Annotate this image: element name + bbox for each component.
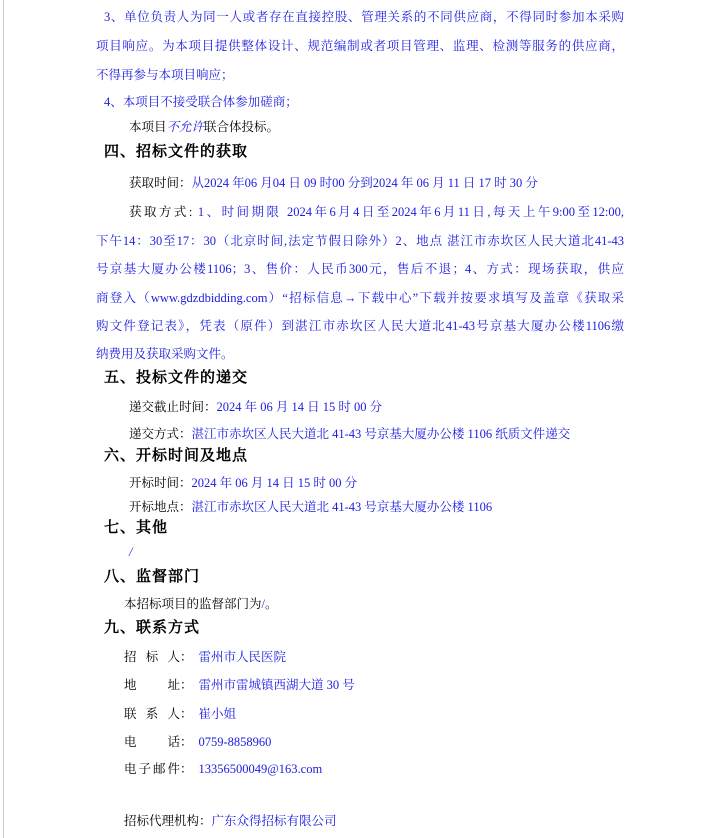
contact-colon: ：	[180, 678, 193, 692]
supervision-suffix: 。	[265, 597, 278, 611]
agency-value: 广东众得招标有限公司	[211, 814, 337, 828]
open-time-line	[129, 473, 624, 493]
clause-3-line-2: 项目响应。为本项目提供整体设计、规范编制或者项目管理、监理、检测等服务的供应商，	[96, 39, 624, 53]
contact-value: 13356500049@163.com	[198, 762, 323, 776]
contact-label: 电话	[124, 735, 180, 749]
contact-row-email	[124, 759, 624, 779]
acquire-method-line-2: 下午14：30至17：30（北京时间,法定节假日除外）2、地点 湛江市赤坎区人民大道北41-43	[96, 234, 624, 248]
supervision-prefix: 本招标项目的监督部门为	[124, 597, 262, 611]
contact-label: 联系人	[124, 707, 180, 721]
joint-venture-note	[129, 117, 624, 137]
contact-value: 崔小姐	[198, 707, 237, 721]
section-8-heading: 八、监督部门	[104, 567, 201, 585]
acquire-time-value: 从2024 年06 月04 日 09 时00 分到2024 年 06 月 11 日 17 时 30 分	[191, 176, 538, 190]
submit-method-label: 递交方式：	[129, 427, 192, 441]
submit-deadline-value: 2024 年 06 月 14 日 15 时 00 分	[216, 400, 383, 414]
acquire-method-line-4: 商登入（www.gdzdbidding.com）“招标信息→下载中心”下载并按要求填写及盖章《获取采	[96, 291, 624, 305]
acquire-method-line-1	[129, 202, 624, 222]
contact-row-address	[124, 675, 624, 695]
submit-method-line	[129, 424, 624, 444]
open-place-label: 开标地点：	[129, 500, 192, 514]
agency-line	[124, 811, 624, 831]
contact-colon: ：	[180, 707, 193, 721]
contact-value: 雷州市人民医院	[198, 650, 287, 664]
acquire-method-label: 获取方式:	[129, 205, 198, 219]
contact-value: 0759-8858960	[198, 735, 272, 749]
clause-3-line-1: 3、单位负责人为同一人或者存在直接控股、管理关系的不同供应商，不得同时参加本采购	[104, 10, 624, 24]
agency-label: 招标代理机构：	[124, 814, 212, 828]
section-5-heading: 五、投标文件的递交	[104, 368, 249, 386]
acquire-time-label: 获取时间：	[129, 176, 192, 190]
submit-deadline-line	[129, 397, 624, 417]
open-place-value: 湛江市赤坎区人民大道北 41-43 号京基大厦办公楼 1106	[191, 500, 493, 514]
contact-colon: ：	[180, 762, 193, 776]
open-place-line	[129, 497, 624, 517]
submit-method-value: 湛江市赤坎区人民大道北 41-43 号京基大厦办公楼 1106 纸质文件递交	[191, 427, 571, 441]
section-4-heading: 四、招标文件的获取	[104, 142, 249, 160]
other-content: /	[129, 545, 133, 559]
contact-label: 地址	[124, 678, 180, 692]
contact-colon: ：	[180, 650, 193, 664]
contact-label: 电子邮件	[124, 762, 180, 776]
supervision-value: /	[261, 597, 265, 611]
contact-row-phone	[124, 732, 624, 752]
document-body	[96, 0, 624, 838]
acquire-method-line-5: 购文件登记表》，凭表（原件）到湛江市赤坎区人民大道北41-43号京基大厦办公楼1106缴	[96, 319, 624, 333]
open-time-value: 2024 年 06 月 14 日 15 时 00 分	[191, 476, 358, 490]
contact-label: 招标人	[124, 650, 180, 664]
contact-value: 雷州市雷城镇西湖大道 30 号	[198, 678, 355, 692]
contact-row-tenderee	[124, 647, 624, 667]
acquire-method-line-3: 号京基大厦办公楼1106；3、售价：人民币300元，售后不退；4、方式：现场获取，供应	[96, 262, 624, 276]
section-7-heading: 七、其他	[104, 518, 169, 536]
contact-colon: ：	[180, 735, 193, 749]
acquire-method-line-6: 纳费用及获取采购文件。	[96, 347, 234, 361]
clause-4: 4、本项目不接受联合体参加磋商；	[104, 95, 298, 109]
supervision-line	[124, 594, 624, 614]
submit-deadline-label: 递交截止时间：	[129, 400, 217, 414]
joint-venture-suffix: 联合体投标。	[204, 120, 280, 134]
clause-3-line-3: 不得再参与本项目响应；	[96, 68, 234, 82]
joint-venture-prefix: 本项目	[129, 120, 167, 134]
contact-row-person	[124, 704, 624, 724]
joint-venture-emphasis: 不允许	[166, 120, 205, 134]
acquire-method-value: 1、时间期限 2024年6月4日至2024年6月11日,每天上午9:00至12:00,	[197, 205, 624, 219]
open-time-label: 开标时间：	[129, 476, 192, 490]
acquire-time-line	[129, 173, 624, 193]
section-6-heading: 六、开标时间及地点	[104, 446, 249, 464]
page-edge-line	[3, 0, 4, 838]
section-9-heading: 九、联系方式	[104, 618, 201, 636]
